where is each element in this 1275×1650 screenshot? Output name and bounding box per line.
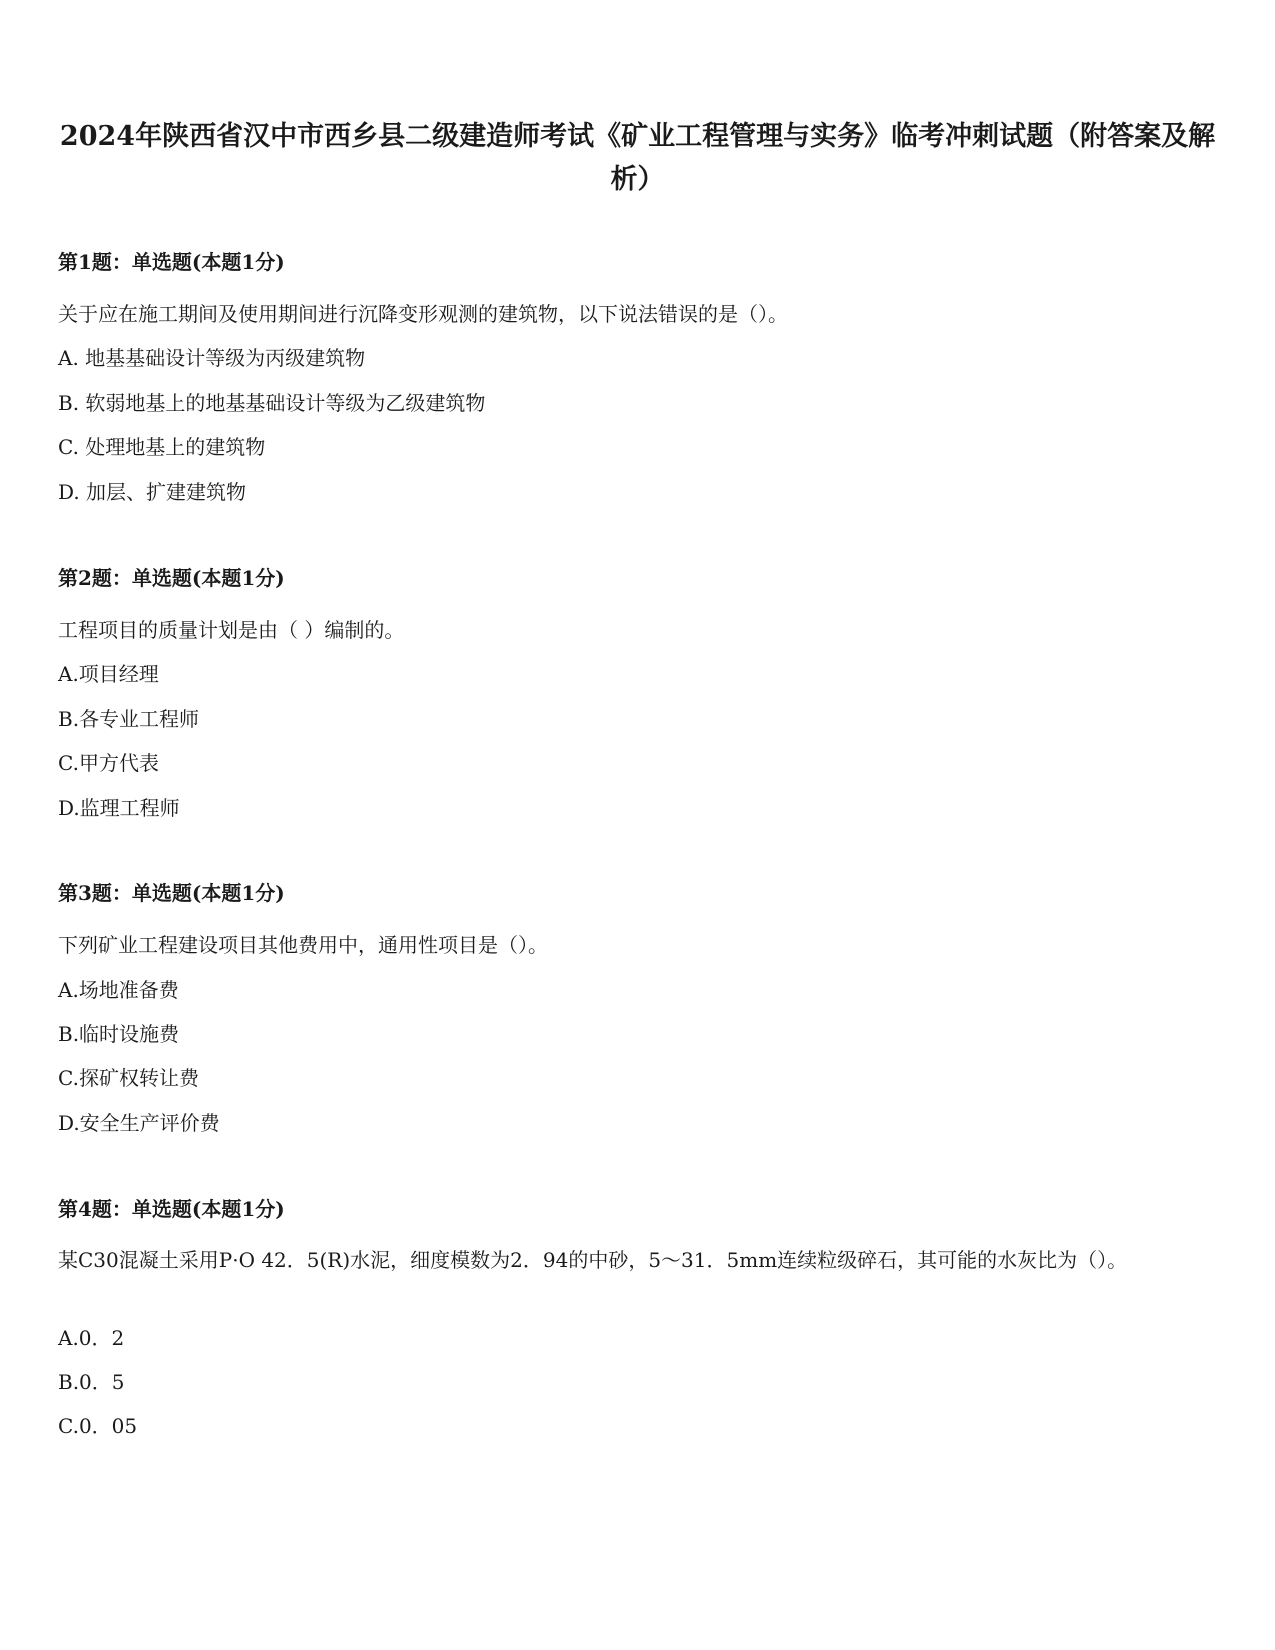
question-1-option-a: A. 地基基础设计等级为丙级建筑物 (58, 346, 366, 370)
question-4-option-b: B.0．5 (58, 1370, 125, 1394)
question-1-option-b: B. 软弱地基上的地基基础设计等级为乙级建筑物 (58, 391, 486, 415)
question-4-header: 第4题：单选题(本题1分) (58, 1197, 285, 1221)
question-1-stem: 关于应在施工期间及使用期间进行沉降变形观测的建筑物，以下说法错误的是（）。 (58, 302, 788, 326)
question-4-option-a: A.0．2 (58, 1326, 125, 1350)
question-1-option-c: C. 处理地基上的建筑物 (58, 435, 266, 459)
question-3-option-d: D.安全生产评价费 (58, 1111, 220, 1135)
document-title: 2024年陕西省汉中市西乡县二级建造师考试《矿业工程管理与实务》临考冲刺试题（附答案及解析） (59, 121, 1216, 195)
question-3-option-a: A.场地准备费 (58, 978, 179, 1002)
question-2-option-b: B.各专业工程师 (58, 707, 200, 731)
question-4-option-c: C.0．05 (58, 1414, 138, 1438)
question-3-option-b: B.临时设施费 (58, 1022, 180, 1046)
question-2-option-d: D.监理工程师 (58, 796, 180, 820)
question-4-stem: 某C30混凝土采用P·O 42．5(R)水泥，细度模数为2．94的中砂，5～31．5mm连续粒级碎石，其可能的水灰比为（）。 (58, 1248, 1128, 1272)
question-3-option-c: C.探矿权转让费 (58, 1066, 199, 1090)
question-3-stem: 下列矿业工程建设项目其他费用中，通用性项目是（）。 (58, 933, 548, 957)
question-2-stem: 工程项目的质量计划是由（ ）编制的。 (58, 618, 405, 642)
question-2-option-c: C.甲方代表 (58, 751, 159, 775)
question-2-header: 第2题：单选题(本题1分) (58, 566, 285, 590)
question-3-header: 第3题：单选题(本题1分) (58, 881, 285, 905)
question-2-option-a: A.项目经理 (58, 662, 159, 686)
question-1-header: 第1题：单选题(本题1分) (58, 250, 285, 274)
question-1-option-d: D. 加层、扩建建筑物 (58, 480, 247, 504)
